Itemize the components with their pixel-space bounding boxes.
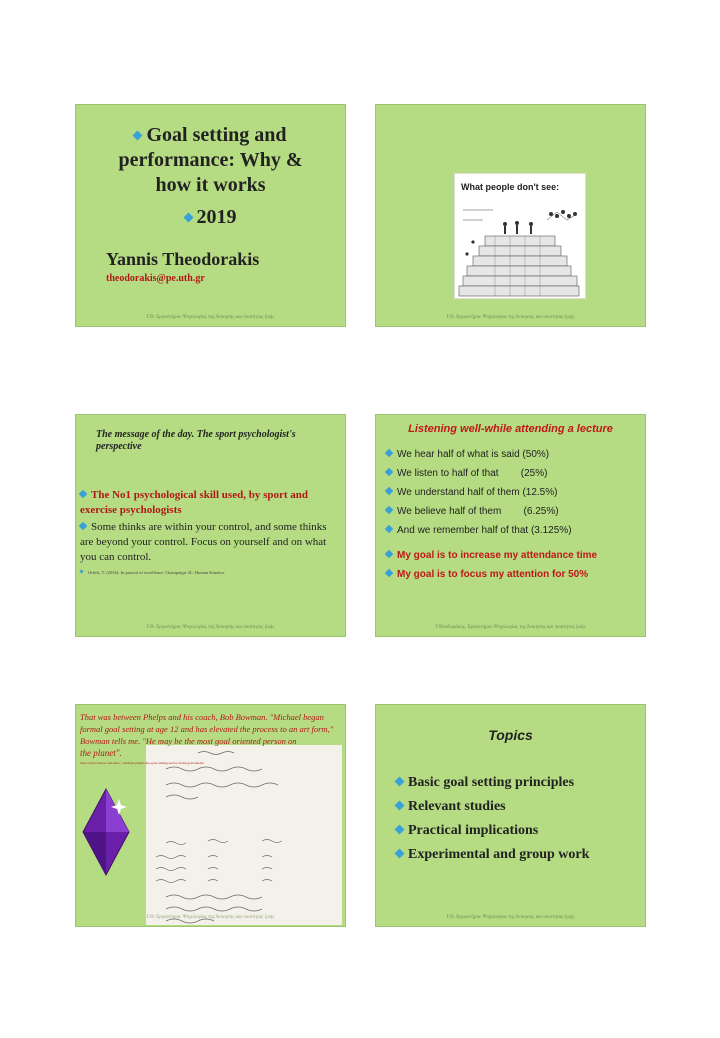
slide-phelps <box>75 704 346 927</box>
slide-listening <box>375 414 646 637</box>
goal-item: My goal is to focus my attention for 50% <box>386 565 597 584</box>
list-item: We hear half of what is said (50%) <box>386 445 597 464</box>
list-item: We believe half of them (6.25%) <box>386 502 597 521</box>
listening-list <box>386 445 597 584</box>
bullet-diamond-icon <box>385 525 393 533</box>
year-label: 2019 <box>76 206 345 229</box>
bullet-diamond-icon <box>385 449 393 457</box>
phelps-quote: That was between Phelps and his coach, Bob Bowman. "Michael began formal goal setting at age 12 and has elevated the process to an art form," Bowman tells me. "He may be the most goal oriented person on <box>80 712 334 746</box>
bullet-diamond-icon <box>385 506 393 514</box>
list-item: We understand half of them (12.5%) <box>386 483 597 502</box>
bullet-item: The No1 psychological skill used, by sport and exercise psychologists <box>80 489 308 516</box>
list-item: Experimental and group work <box>396 843 589 867</box>
message-heading: The message of the day. The sport psychologist's perspective <box>96 429 296 452</box>
bullet-diamond-icon <box>385 468 393 476</box>
slide-message <box>75 414 346 637</box>
list-item: Relevant studies <box>396 795 589 819</box>
slide-heading: Topics <box>488 727 533 743</box>
bullet-diamond-icon <box>385 569 393 577</box>
slide-footer: Γ.Θ. Εργαστήριο: Ψυχολογίας της Άσκησης και ποιότητας ζωής <box>446 915 575 920</box>
list-item: Practical implications <box>396 819 589 843</box>
bullet-diamond-icon <box>395 801 405 811</box>
bullet-diamond-icon <box>79 490 87 498</box>
slide-title <box>75 104 346 327</box>
slide-footer: Γ.Θ. Εργαστήριο: Ψυχολογίας της Άσκησης και ποιότητας ζωής <box>146 915 275 920</box>
slide-footer: Γ.Θ. Εργαστήριο: Ψυχολογίας της Άσκησης και ποιότητας ζωής <box>146 625 275 630</box>
slide-image <box>375 104 646 327</box>
slide-title-heading: Goal setting and performance: Why & how it works <box>118 124 303 196</box>
slide-topics <box>375 704 646 927</box>
goal-item: My goal is to increase my attendance time <box>386 546 597 565</box>
bullet-diamond-icon <box>79 522 87 530</box>
bullet-item: Some thinks are within your control, and some thinks are beyond your control. Focus on yourself and on what you can control. <box>80 521 327 563</box>
bullet-diamond-icon <box>395 849 405 859</box>
quote-end: the planet". <box>80 748 122 758</box>
bullet-diamond-icon <box>395 777 405 787</box>
slide-footer: Γ.Θεοδωράκης. Εργαστήριο: Ψυχολογίας της Άσκησης και ποιότητας ζωής <box>435 625 586 630</box>
purple-diamond-icon <box>81 787 131 877</box>
reference-text: Orlick, T. (2016). In pursuit of excellence. Champaign: IL: Human Kinetics. <box>80 570 225 575</box>
bullet-diamond-icon <box>79 570 83 574</box>
bullet-diamond-icon <box>385 550 393 558</box>
bullet-diamond-icon <box>183 212 193 222</box>
slide-heading: Listening well-while attending a lecture <box>408 423 613 435</box>
image-caption: What people don't see: <box>461 182 560 192</box>
slide-footer: Γ.Θ. Εργαστήριο: Ψυχολογίας της Άσκησης και ποιότητας ζωής <box>446 315 575 320</box>
list-item: And we remember half of that (3.125%) <box>386 521 597 540</box>
slide-footer: Γ.Θ. Εργαστήριο: Ψυχολογίας της Άσκησης και ποιότητας ζωής <box>146 315 275 320</box>
handwritten-note-image <box>146 745 342 925</box>
author-name: Yannis Theodorakis <box>106 249 260 269</box>
list-item: Basic goal setting principles <box>396 771 589 795</box>
bullet-diamond-icon <box>133 130 143 140</box>
handwriting-illustration <box>146 745 342 925</box>
author-email: theodorakis@pe.uth.gr <box>106 273 205 284</box>
list-item: We listen to half of that (25%) <box>386 464 597 483</box>
bullet-diamond-icon <box>395 825 405 835</box>
staircase-illustration <box>455 174 586 299</box>
bullet-diamond-icon <box>385 487 393 495</box>
source-url: http://www.forbes.com/sites/...michael-phelps-the-goal-setting-secret-of-the-gold-medal <box>80 761 204 765</box>
topics-list <box>396 771 589 867</box>
cartoon-image <box>454 173 586 299</box>
